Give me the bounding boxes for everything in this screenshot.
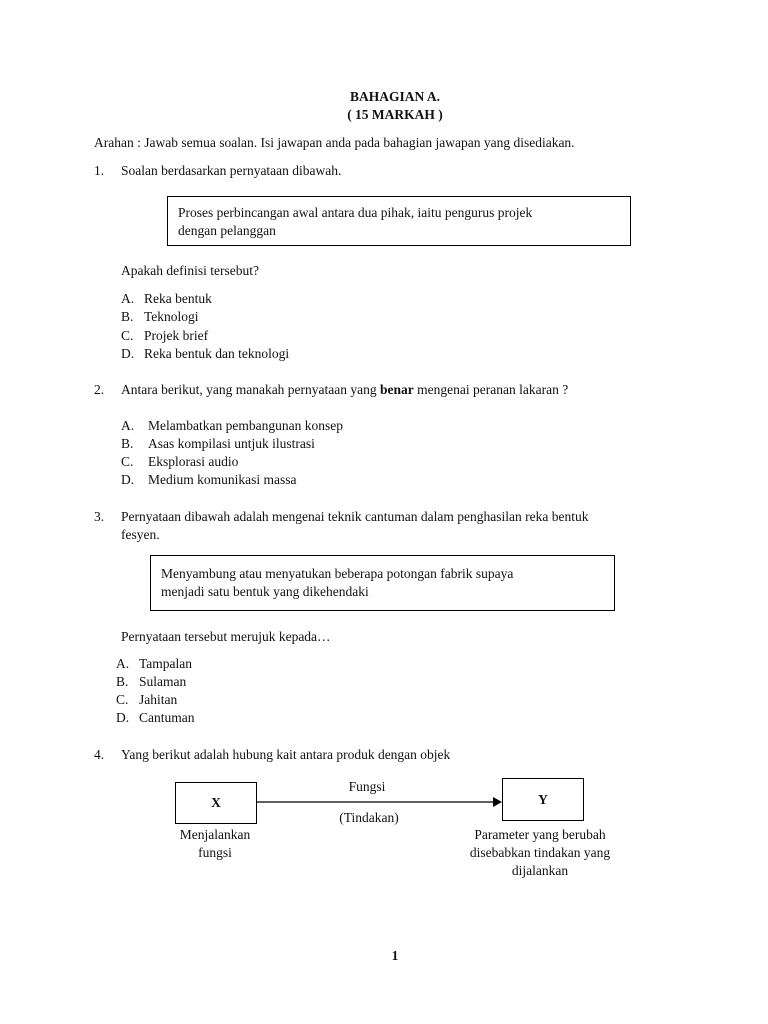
q3-option-a[interactable]: [116, 655, 192, 673]
section-marks: ( 15 MARKAH ): [347, 107, 443, 122]
option-text: Asas kompilasi untjuk ilustrasi: [148, 436, 315, 451]
q3-text-line1: Pernyataan dibawah adalah mengenai teknik cantuman dalam penghasilan reka bentuk: [121, 509, 589, 524]
q1-box-line2: dengan pelanggan: [178, 223, 276, 238]
option-letter: A.: [121, 291, 135, 306]
option-letter: B.: [116, 674, 129, 689]
option-text: Projek brief: [144, 328, 209, 343]
diagram-box-y: [502, 778, 584, 821]
arrow-label-bottom: (Tindakan): [339, 810, 399, 825]
box-x-label: X: [211, 795, 221, 810]
q1-statement-box: [167, 196, 631, 246]
q3-statement-box: [150, 555, 615, 611]
box-y-label: Y: [538, 791, 548, 807]
option-text: Melambatkan pembangunan konsep: [148, 418, 343, 433]
q2-text: [121, 381, 568, 399]
q3-prompt: Pernyataan tersebut merujuk kepada…: [121, 629, 331, 644]
q3-number: 3.: [94, 509, 105, 524]
option-text: Jahitan: [139, 692, 178, 707]
section-title: BAHAGIAN A.: [349, 89, 440, 104]
q1-option-b[interactable]: [121, 308, 199, 326]
q1-option-d[interactable]: [121, 345, 289, 363]
q3-box-line1: Menyambung atau menyatukan beberapa potongan fabrik supaya: [161, 566, 514, 581]
q4-text: Yang berikut adalah hubung kait antara produk dengan objek: [121, 747, 451, 762]
q4-number: 4.: [94, 747, 105, 762]
q3-option-d[interactable]: [116, 709, 195, 727]
option-letter: B.: [121, 436, 134, 451]
option-text: Cantuman: [139, 710, 195, 725]
option-text: Medium komunikasi massa: [148, 472, 297, 487]
q1-text: Soalan berdasarkan pernyataan dibawah.: [121, 163, 342, 178]
option-text: Reka bentuk dan teknologi: [144, 346, 290, 361]
option-text: Eksplorasi audio: [148, 454, 239, 469]
x-caption-line2: fungsi: [198, 845, 232, 860]
option-letter: D.: [121, 346, 135, 361]
option-letter: C.: [121, 454, 134, 469]
option-letter: D.: [116, 710, 130, 725]
q2-option-c[interactable]: [121, 453, 238, 471]
q2-number: 2.: [94, 382, 105, 397]
arrow-label-top: Fungsi: [348, 779, 386, 794]
x-caption-line1: Menjalankan: [179, 827, 251, 842]
option-text: Teknologi: [144, 309, 199, 324]
diagram-arrow: [257, 796, 503, 808]
q2-option-b[interactable]: [121, 435, 315, 453]
q1-box-line1: Proses perbincangan awal antara dua pihak, iaitu pengurus projek: [178, 205, 533, 220]
q2-text-after: mengenai peranan lakaran ?: [413, 382, 569, 397]
option-text: Reka bentuk: [144, 291, 212, 306]
diagram-box-x: [175, 782, 257, 824]
option-letter: C.: [121, 328, 134, 343]
q1-number: 1.: [94, 163, 105, 178]
option-text: Sulaman: [139, 674, 187, 689]
q1-option-a[interactable]: [121, 290, 212, 308]
y-caption-line1: Parameter yang berubah: [474, 827, 606, 842]
option-letter: A.: [121, 418, 135, 433]
option-letter: B.: [121, 309, 134, 324]
option-letter: C.: [116, 692, 129, 707]
y-caption-line3: dijalankan: [511, 863, 569, 878]
q3-option-c[interactable]: [116, 691, 177, 709]
q1-prompt: Apakah definisi tersebut?: [121, 263, 259, 278]
q2-text-before: Antara berikut, yang manakah pernyataan yang: [121, 382, 381, 397]
q2-option-d[interactable]: [121, 471, 297, 489]
q2-text-bold: benar: [380, 382, 414, 397]
q3-box-line2: menjadi satu bentuk yang dikehendaki: [161, 584, 369, 599]
option-letter: D.: [121, 472, 135, 487]
option-text: Tampalan: [139, 656, 193, 671]
y-caption-line2: disebabkan tindakan yang: [469, 845, 611, 860]
q2-option-a[interactable]: [121, 417, 343, 435]
option-letter: A.: [116, 656, 130, 671]
page-number: 1: [391, 948, 399, 963]
q3-text-line2: fesyen.: [121, 527, 160, 542]
q3-option-b[interactable]: [116, 673, 186, 691]
q1-option-c[interactable]: [121, 327, 208, 345]
instruction-text: Arahan : Jawab semua soalan. Isi jawapan anda pada bahagian jawapan yang disediakan.: [94, 135, 575, 150]
